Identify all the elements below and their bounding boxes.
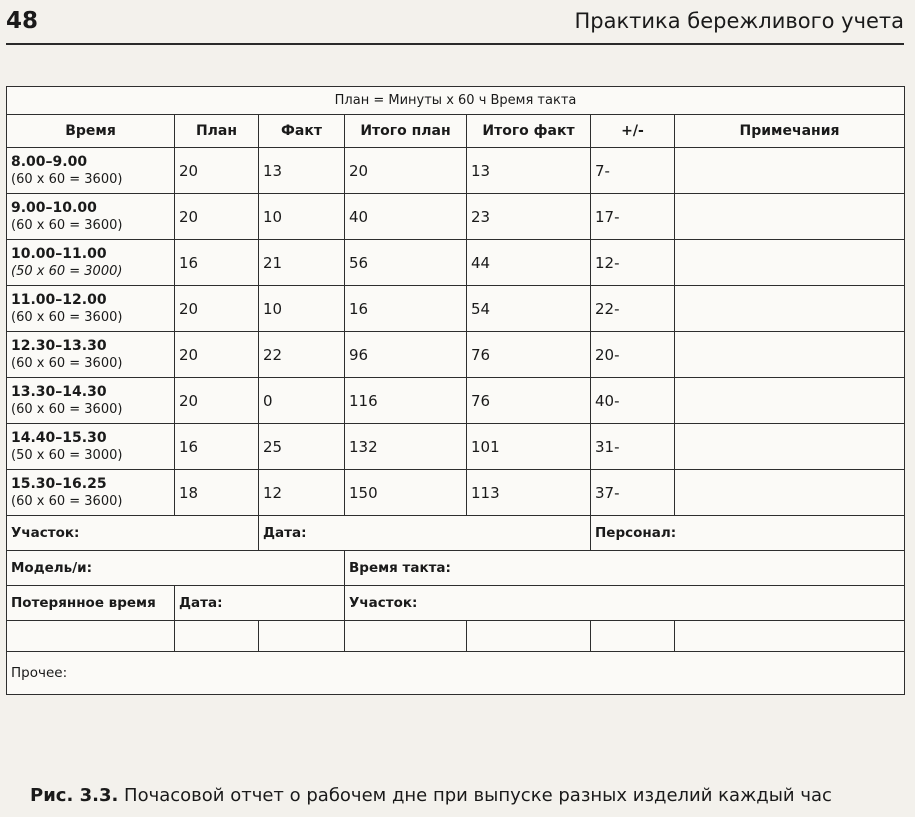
total-plan-cell: 116 <box>345 378 467 424</box>
total-plan-cell: 20 <box>345 148 467 194</box>
column-header: План <box>175 115 259 148</box>
time-range: 10.00–11.00 <box>11 245 107 262</box>
blank-cell <box>259 621 345 652</box>
notes-cell <box>675 194 905 240</box>
table-row <box>7 332 905 378</box>
plan-cell: 18 <box>175 470 259 516</box>
figure-label: Рис. 3.3. <box>30 785 119 806</box>
time-calc: (50 х 60 = 3000) <box>11 263 123 279</box>
takt-time-label: Время такта: <box>345 551 905 586</box>
time-calc: (60 х 60 = 3600) <box>11 355 123 371</box>
time-calc: (60 х 60 = 3600) <box>11 309 123 325</box>
info-row <box>7 516 905 551</box>
plan-cell: 20 <box>175 332 259 378</box>
diff-cell: 31- <box>591 424 675 470</box>
lost-area-label: Участок: <box>345 586 905 621</box>
date-label: Дата: <box>259 516 591 551</box>
fact-cell: 10 <box>259 194 345 240</box>
fact-cell: 12 <box>259 470 345 516</box>
diff-cell: 12- <box>591 240 675 286</box>
time-calc: (60 х 60 = 3600) <box>11 401 123 417</box>
column-header: +/- <box>591 115 675 148</box>
page-number: 48 <box>6 8 39 34</box>
table-row <box>7 286 905 332</box>
blank-row <box>7 621 905 652</box>
time-cell <box>7 240 175 286</box>
diff-cell: 40- <box>591 378 675 424</box>
blank-cell <box>591 621 675 652</box>
diff-cell: 17- <box>591 194 675 240</box>
time-cell <box>7 424 175 470</box>
header-divider <box>6 43 904 45</box>
other-row <box>7 652 905 695</box>
total-plan-cell: 132 <box>345 424 467 470</box>
diff-cell: 37- <box>591 470 675 516</box>
info-row <box>7 551 905 586</box>
table-row <box>7 470 905 516</box>
total-plan-cell: 96 <box>345 332 467 378</box>
lost-time-label: Потерянное время <box>7 586 175 621</box>
time-cell <box>7 148 175 194</box>
total-fact-cell: 54 <box>467 286 591 332</box>
formula-cell: План = Минуты х 60 ч Время такта <box>7 87 905 115</box>
table-row <box>7 194 905 240</box>
table-row <box>7 240 905 286</box>
time-cell <box>7 378 175 424</box>
total-plan-cell: 150 <box>345 470 467 516</box>
personnel-label: Персонал: <box>591 516 905 551</box>
blank-cell <box>175 621 259 652</box>
notes-cell <box>675 286 905 332</box>
fact-cell: 25 <box>259 424 345 470</box>
notes-cell <box>675 332 905 378</box>
running-title: Практика бережливого учета <box>574 9 904 33</box>
total-fact-cell: 76 <box>467 378 591 424</box>
total-fact-cell: 101 <box>467 424 591 470</box>
blank-cell <box>7 621 175 652</box>
plan-cell: 20 <box>175 148 259 194</box>
total-fact-cell: 23 <box>467 194 591 240</box>
total-fact-cell: 13 <box>467 148 591 194</box>
time-cell <box>7 194 175 240</box>
fact-cell: 0 <box>259 378 345 424</box>
area-label: Участок: <box>7 516 259 551</box>
plan-cell: 20 <box>175 194 259 240</box>
plan-cell: 16 <box>175 424 259 470</box>
notes-cell <box>675 470 905 516</box>
hourly-report-table <box>6 86 905 695</box>
notes-cell <box>675 240 905 286</box>
blank-cell <box>345 621 467 652</box>
column-header: Итого план <box>345 115 467 148</box>
column-header: Время <box>7 115 175 148</box>
diff-cell: 20- <box>591 332 675 378</box>
table-row <box>7 424 905 470</box>
blank-cell <box>467 621 591 652</box>
plan-cell: 20 <box>175 286 259 332</box>
blank-cell <box>675 621 905 652</box>
time-range: 11.00–12.00 <box>11 291 107 308</box>
info-row <box>7 586 905 621</box>
diff-cell: 22- <box>591 286 675 332</box>
time-range: 14.40–15.30 <box>11 429 107 446</box>
time-calc: (60 х 60 = 3600) <box>11 217 123 233</box>
time-range: 15.30–16.25 <box>11 475 107 492</box>
column-header: Итого факт <box>467 115 591 148</box>
figure-caption-text: Почасовой отчет о рабочем дне при выпуске разных изделий каждый час <box>124 785 832 806</box>
time-range: 13.30–14.30 <box>11 383 107 400</box>
column-header-row <box>7 115 905 148</box>
plan-cell: 16 <box>175 240 259 286</box>
fact-cell: 22 <box>259 332 345 378</box>
total-fact-cell: 44 <box>467 240 591 286</box>
time-calc: (60 х 60 = 3600) <box>11 171 123 187</box>
time-range: 12.30–13.30 <box>11 337 107 354</box>
time-calc: (50 х 60 = 3000) <box>11 447 123 463</box>
total-fact-cell: 113 <box>467 470 591 516</box>
time-range: 8.00–9.00 <box>11 153 88 170</box>
total-plan-cell: 40 <box>345 194 467 240</box>
diff-cell: 7- <box>591 148 675 194</box>
fact-cell: 10 <box>259 286 345 332</box>
time-range: 9.00–10.00 <box>11 199 97 216</box>
notes-cell <box>675 424 905 470</box>
fact-cell: 13 <box>259 148 345 194</box>
notes-cell <box>675 378 905 424</box>
column-header: Примечания <box>675 115 905 148</box>
page-header <box>6 6 904 36</box>
figure-caption <box>30 785 832 806</box>
total-plan-cell: 16 <box>345 286 467 332</box>
table-row <box>7 378 905 424</box>
other-label: Прочее: <box>7 652 905 695</box>
notes-cell <box>675 148 905 194</box>
total-plan-cell: 56 <box>345 240 467 286</box>
fact-cell: 21 <box>259 240 345 286</box>
time-cell <box>7 286 175 332</box>
time-calc: (60 х 60 = 3600) <box>11 493 123 509</box>
model-label: Модель/и: <box>7 551 345 586</box>
table-row <box>7 148 905 194</box>
time-cell <box>7 470 175 516</box>
plan-cell: 20 <box>175 378 259 424</box>
time-cell <box>7 332 175 378</box>
total-fact-cell: 76 <box>467 332 591 378</box>
column-header: Факт <box>259 115 345 148</box>
lost-date-label: Дата: <box>175 586 345 621</box>
